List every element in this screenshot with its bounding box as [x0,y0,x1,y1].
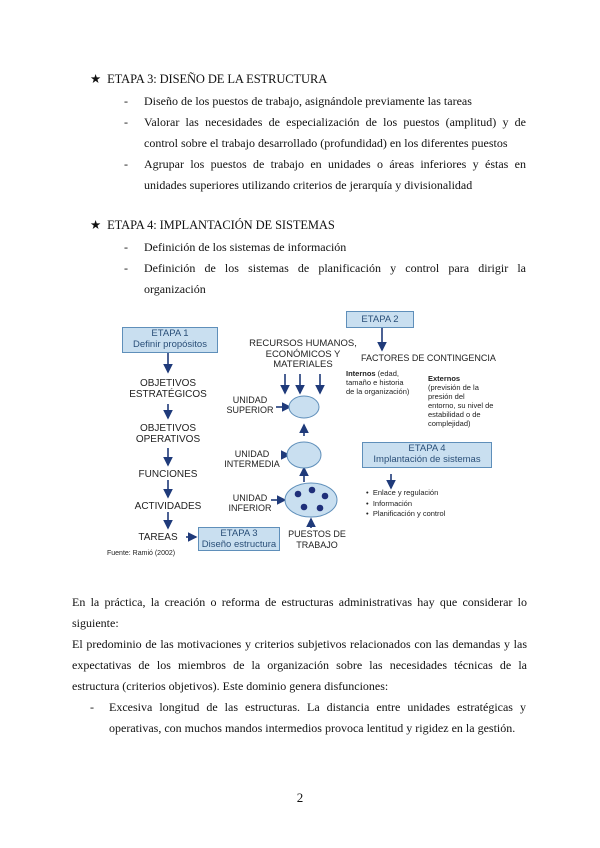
unit-superior-shape [289,396,319,418]
body-item-1: - Excesiva longitud de las estructuras. La distancia entre unidades estratégicas y operativas, con muchos mandos intermedios provoca lentitud y rigidez en la gestión. [90,700,526,735]
internos-block: Internos (edad, tamaño e historia de la organización) [346,369,410,396]
unidad-superior-label: UNIDAD SUPERIOR [226,395,274,415]
funciones-label: FUNCIONES [138,469,198,480]
unit-intermediate-shape [287,442,321,468]
stage3-item-3: - Agrupar los puestos de trabajo en unidades o áreas inferiores y éstas en unidades superiores utilizando criterios de jerarquía y divisionalidad [124,157,526,192]
etapa1-box: ETAPA 1 Definir propósitos [122,327,218,353]
stage3-heading [90,71,327,87]
tareas-label: TAREAS [138,532,178,543]
unidad-inferior-label: UNIDAD INFERIOR [228,493,272,513]
puestos-label: PUESTOS DE TRABAJO [288,529,346,550]
actividades-label: ACTIVIDADES [134,501,202,512]
unit-inferior-shape [285,483,337,517]
systems-list-item: • Planificación y control [366,509,446,518]
objetivos-operativos: OBJETIVOS OPERATIVOS [135,423,201,445]
stage3-title: ETAPA 3: DISEÑO DE LA ESTRUCTURA [107,72,328,86]
etapa3-box: ETAPA 3 Diseño estructura [198,527,280,551]
star-icon: ★ [90,218,102,232]
etapa2-box: ETAPA 2 [346,311,414,328]
recursos-label: RECURSOS HUMANOS, ECONÓMICOS Y MATERIALES [249,338,357,370]
factores-label: FACTORES DE CONTINGENCIA [361,353,496,363]
systems-list [366,488,445,520]
star-icon: ★ [90,72,102,86]
paragraph-1: En la práctica, la creación o reforma de estructuras administrativas hay que considerar lo siguiente: [72,595,527,630]
externos-block: Externos (previsión de la presión del entorno, su nivel de estabilidad o de complejidad) [428,374,494,428]
systems-list-item: • Enlace y regulación [366,488,439,497]
stage4-heading [90,217,335,233]
stage3-item-2: - Valorar las necesidades de especialización de los puestos (amplitud) y de control sobre el trabajo desarrollado (profundidad) en los diferentes puestos [124,115,526,150]
stage4-title: ETAPA 4: IMPLANTACIÓN DE SISTEMAS [107,218,335,232]
paragraph-2: El predominio de las motivaciones y criterios subjetivos relacionados con las demandas y las expectativas de los miembros de la organización sobre las necesidades técnicas de la estructura (criterios objetivos). Este dominio genera disfunciones: [72,637,527,693]
etapa4-box: ETAPA 4 Implantación de sistemas [362,442,492,468]
stage4-item-2: - Definición de los sistemas de planificación y control para dirigir la organización [124,261,526,296]
systems-list-item: • Información [366,498,412,508]
stage4-item-1: - Definición de los sistemas de información [124,240,347,254]
stage3-item-1: - Diseño de los puestos de trabajo, asignándole previamente las tareas [124,94,472,108]
unidad-intermedia-label: UNIDAD INTERMEDIA [224,449,280,469]
source-label: Fuente: Ramió (2002) [107,550,176,557]
page-number: 2 [296,790,304,805]
objetivos-estrategicos: OBJETIVOS ESTRATÉGICOS [129,378,207,400]
